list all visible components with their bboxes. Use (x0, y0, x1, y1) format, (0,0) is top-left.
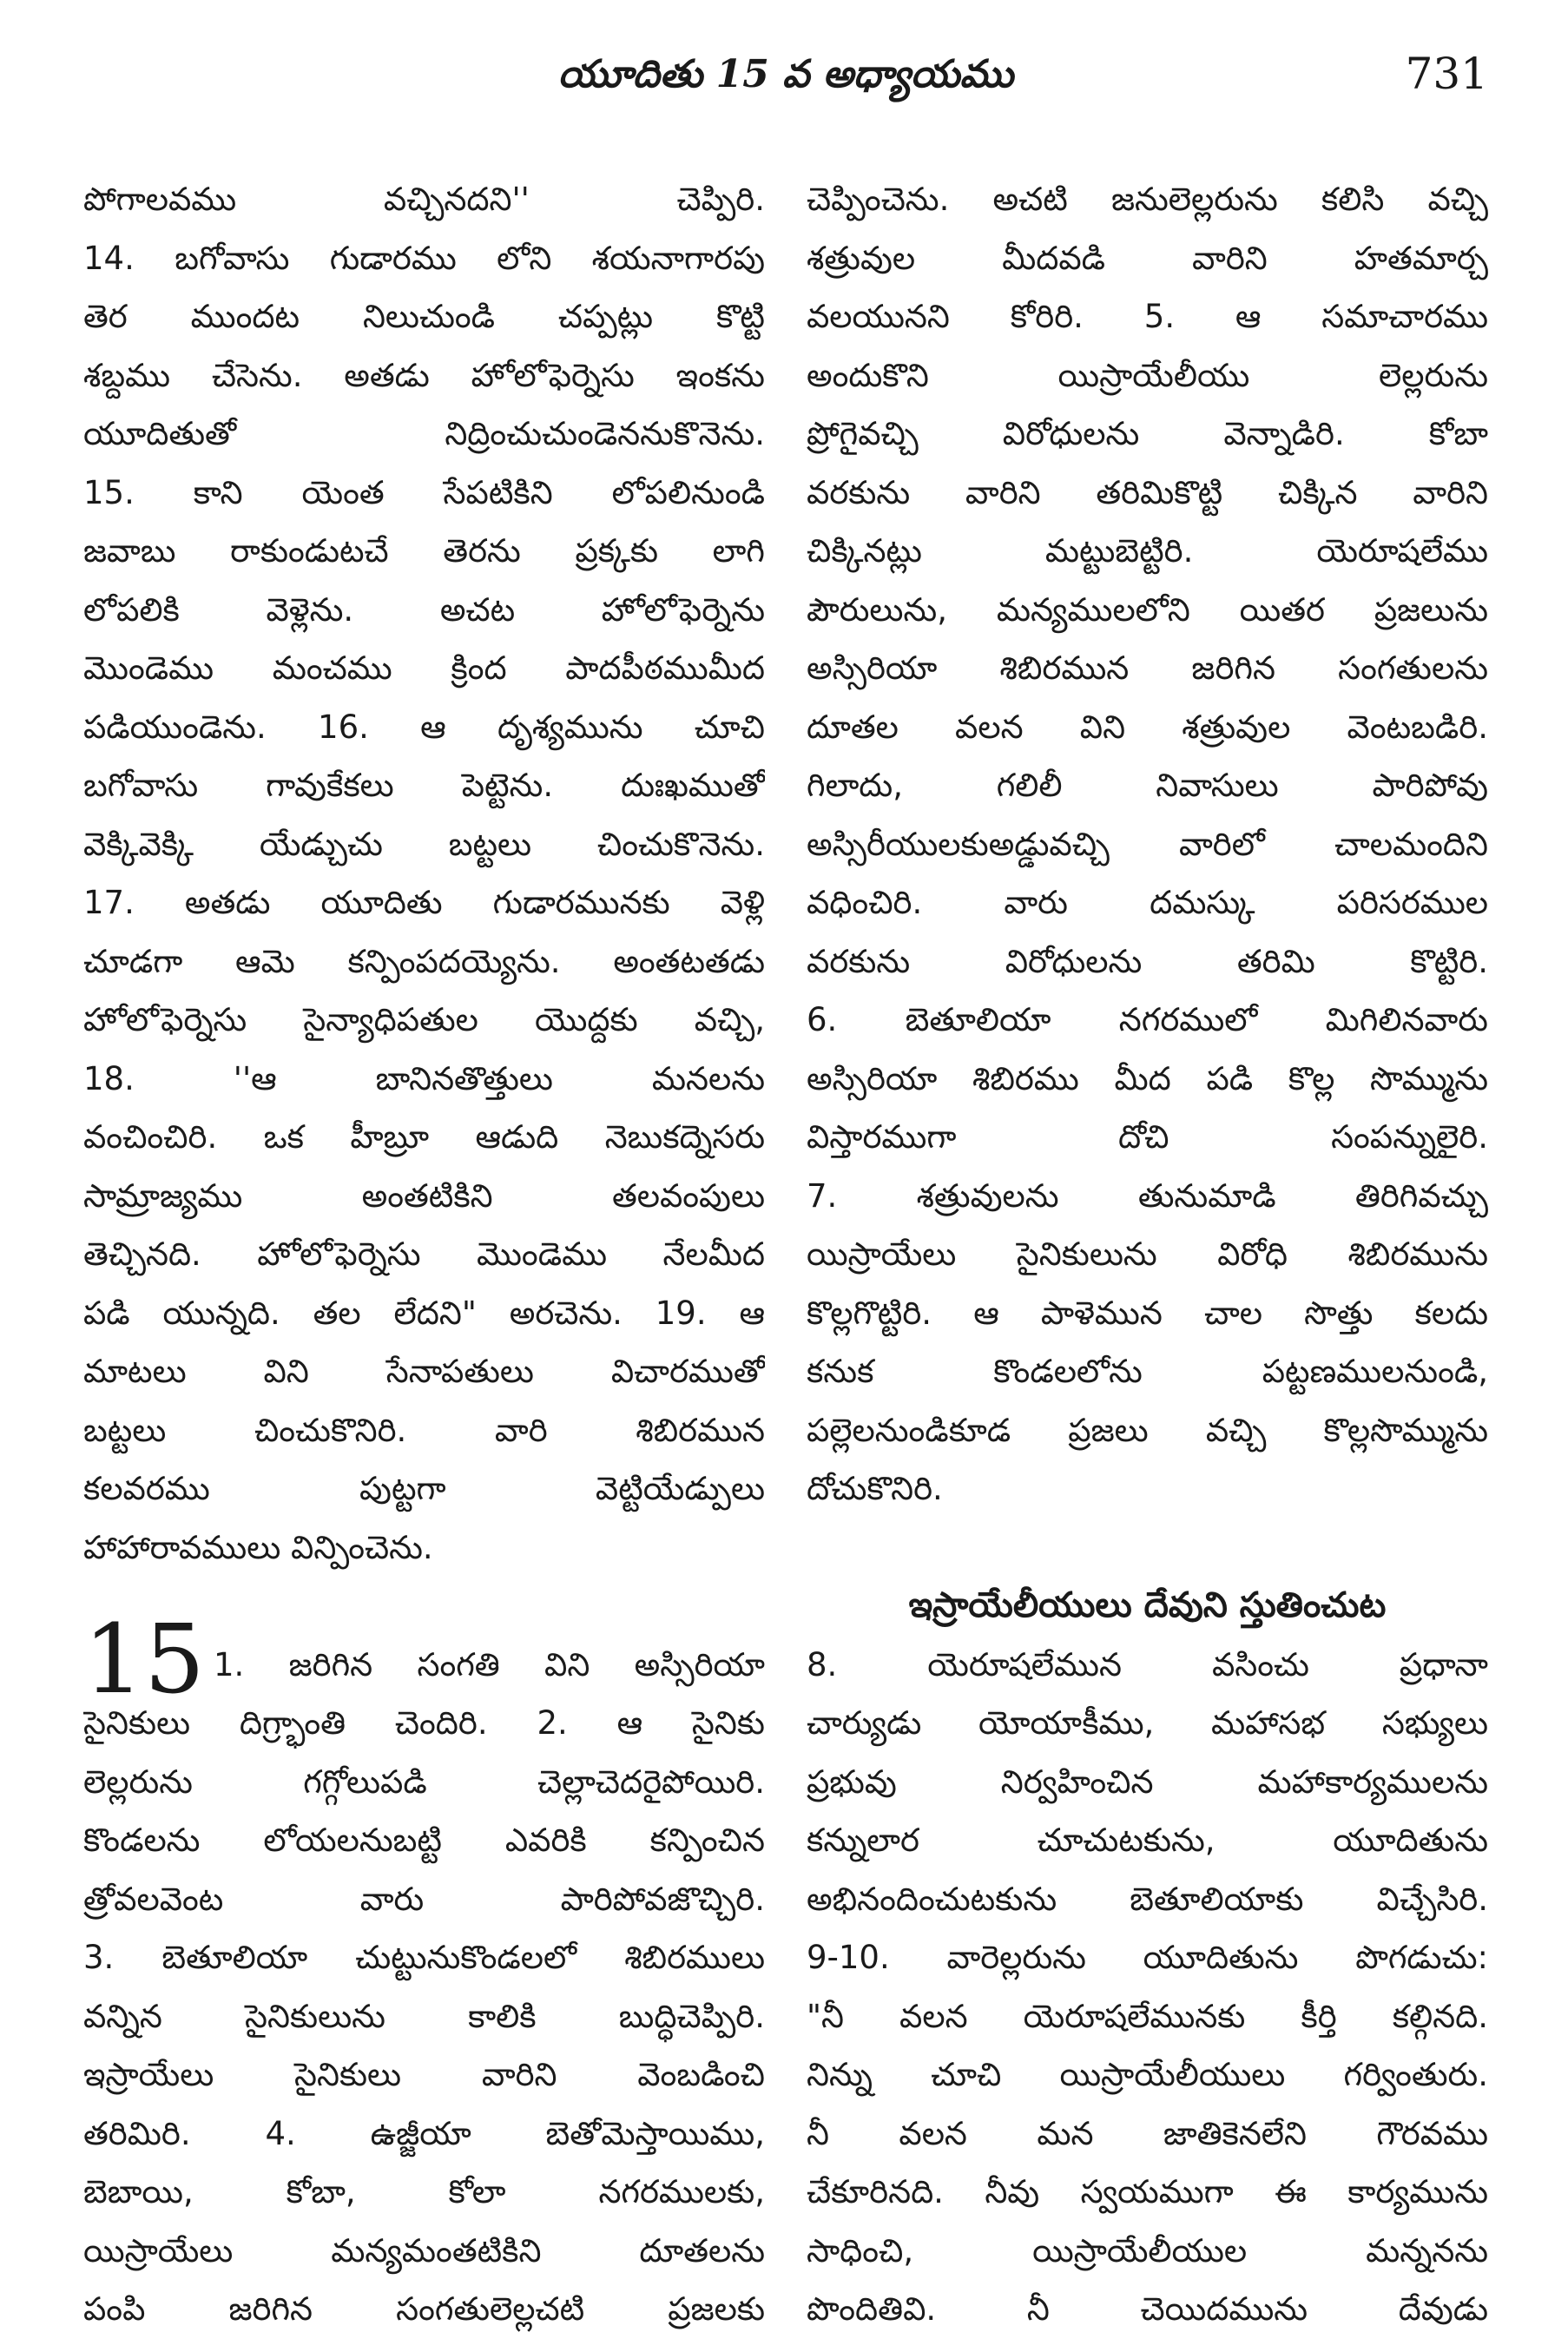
text-line: 8. యెరూషలేమున వసించు ప్రధానా (807, 1645, 1488, 1683)
text-line: సైనికులు దిగ్ర్భాంతి చెందిరి. 2. ఆ సైనికు (83, 1704, 765, 1742)
text-line: పల్లెలనుండికూడ ప్రజలు వచ్చి కొల్లసొమ్మును (807, 1411, 1488, 1449)
text-line: విస్తారముగా దోచి సంపన్నులైరి. (807, 1118, 1488, 1156)
running-title: యూదితు 15 వ అధ్యాయము (557, 52, 1014, 96)
text-line: ప్రోగైవచ్చి విరోధులను వెన్నాడిరి. కోబా (807, 415, 1488, 452)
text-line: యిస్రాయేలు సైనికులును విరోధి శిబిరమును (807, 1235, 1488, 1273)
text-line: కన్నులార చూచుటకును, యూదితును (807, 1822, 1488, 1859)
text-line: అస్సిరియా శిబిరము మీద పడి కొల్ల సొమ్మును (807, 1059, 1488, 1097)
text-line: తరిమిరి. 4. ఉజ్జీయా బెతోమెస్తాయిము, (83, 2114, 765, 2152)
text-line: చెప్పించెను. అచటి జనులెల్లరును కలిసి వచ్చి (807, 181, 1488, 218)
text-line: కొల్లగొట్టిరి. ఆ పాళెమున చాల సొత్తు కలదు (807, 1294, 1488, 1332)
chapter-start (83, 1603, 765, 1715)
text-line: హోలోఫెర్నెసు సైన్యాధిపతుల యొద్దకు వచ్చి, (83, 1001, 765, 1038)
text-line: అస్సిరీయులకుఅడ్డువచ్చి వారిలో చాలమందిని (807, 825, 1488, 863)
text-line: వలయునని కోరిరి. 5. ఆ సమాచారము (807, 298, 1488, 335)
chapter-first-line: 1. జరిగిన సంగతి విని అస్సిరియా (214, 1645, 765, 1683)
left-column-text-bottom (83, 1694, 765, 2339)
text-line: కనుక కొండలలోను పట్టణములనుండి, (807, 1353, 1488, 1390)
text-line: బగోవాసు గావుకేకలు పెట్టెను. దుఃఖముతో (83, 767, 765, 804)
text-line: వరకును విరోధులను తరిమి కొట్టిరి. (807, 942, 1488, 980)
text-line: దూతల వలన విని శత్రువుల వెంటబడిరి. (807, 708, 1488, 746)
text-line: వెక్కివెక్కి యేడ్చుచు బట్టలు చించుకొనెను. (83, 825, 765, 863)
text-line: వధించిరి. వారు దమస్కు పరిసరముల (807, 884, 1488, 921)
text-line: 9-10. వారెల్లరును యూదితును పొగడుచు: (807, 1939, 1488, 1976)
text-line: లోపలికి వెళ్లెను. అచట హోలోఫెర్నెను (83, 590, 765, 629)
text-line: చేకూరినది. నీవు స్వయముగా ఈ కార్యమును (807, 2173, 1488, 2210)
right-column-text-bottom (807, 1636, 1488, 2339)
text-line: యూదితుతో నిద్రించుచుండెననుకొనెను. (83, 415, 765, 452)
left-column-text-top (83, 170, 765, 1577)
text-line: తెర ముందట నిలుచుండి చప్పట్లు కొట్టి (83, 298, 765, 335)
text-line: సామ్రాజ్యము అంతటికిని తలవంపులు (83, 1176, 765, 1215)
page-number: 731 (1405, 49, 1488, 99)
text-line: కలవరము పుట్టగా వెట్టియేడ్పులు (83, 1470, 765, 1507)
text-line: 3. బెతూలియా చుట్టునుకొండలలో శిబిరములు (83, 1939, 765, 1976)
text-line: శత్రువుల మీదవడి వారిని హతమార్చ (807, 239, 1488, 277)
text-line: మొండెము మంచము క్రింద పాదపీఠముమీద (83, 649, 765, 687)
text-line: బట్టలు చించుకొనిరి. వారి శిబిరమున (83, 1411, 765, 1449)
text-line: జవాబు రాకుండుటచే తెరను ప్రక్కకు లాగి (83, 532, 765, 570)
section-heading: ఇస్రాయేలీయులు దేవుని స్తుతించుట (908, 1585, 1387, 1625)
text-line: అందుకొని యిస్రాయేలీయు లెల్లరును (807, 356, 1488, 394)
text-line: యిస్రాయేలు మన్యమంతటికిని దూతలను (83, 2231, 765, 2270)
right-column (807, 170, 1488, 2339)
text-line: అస్సిరియా శిబిరమున జరిగిన సంగతులను (807, 649, 1488, 687)
text-line: 7. శత్రువులను తునుమాడి తిరిగివచ్చు (807, 1176, 1488, 1215)
text-line: పడి యున్నది. తల లేదని" అరచెను. 19. ఆ (83, 1294, 765, 1332)
text-line: శబ్దము చేసెను. అతడు హోలోఫెర్నెసు ఇంకను (83, 356, 765, 394)
text-line: దోచుకొనిరి. (807, 1470, 943, 1507)
text-line: వరకును వారిని తరిమికొట్టి చిక్కిన వారిని (807, 473, 1488, 511)
chapter-number: 15 (83, 1603, 205, 1715)
text-line: నీ వలన మన జాతికెనలేని గౌరవము (807, 2114, 1488, 2152)
text-line: నిన్ను చూచి యిస్రాయేలీయులు గర్వింతురు. (807, 2056, 1488, 2093)
page-header (83, 45, 1488, 115)
text-line: పౌరులును, మన్యములలోని యితర ప్రజలును (807, 590, 1488, 629)
text-line: లెల్లరును గగ్గోలుపడి చెల్లాచెదరైపోయిరి. (83, 1762, 765, 1801)
text-line: సాధించి, యిస్రాయేలీయుల మన్ననను (807, 2231, 1488, 2270)
text-line: పంపి జరిగిన సంగతులెల్లచటి ప్రజలకు (83, 2290, 765, 2328)
text-line: "నీ వలన యెరూషలేమునకు కీర్తి కల్గినది. (807, 1997, 1488, 2035)
text-line: 17. అతడు యూదితు గుడారమునకు వెళ్లి (83, 884, 765, 921)
text-line: ఇస్రాయేలు సైనికులు వారిని వెంబడించి (83, 2056, 765, 2093)
text-line: పోగాలవము వచ్చినదని'' చెప్పిరి. (83, 181, 765, 218)
text-line: త్రోవలవెంట వారు పారిపోవజొచ్చిరి. (83, 1880, 765, 1918)
text-line: చూడగా ఆమె కన్పింపదయ్యెను. అంతటతడు (83, 942, 765, 980)
text-line: 6. బెతూలియా నగరములో మిగిలినవారు (807, 1001, 1488, 1038)
text-line: 18. ''ఆ బానినతొత్తులు మనలను (83, 1059, 765, 1097)
section-spacer (807, 1519, 1488, 1578)
text-line: 15. కాని యెంత సేపటికిని లోపలినుండి (83, 473, 765, 511)
text-line: పొందితివి. నీ చెయిదమును దేవుడు (807, 2290, 1488, 2328)
text-line: వంచించిరి. ఒక హీబ్రూ ఆడుది నెబుకద్నెసరు (83, 1118, 765, 1156)
text-line: మాటలు విని సేనాపతులు విచారముతో (83, 1353, 765, 1390)
text-line: పడియుండెను. 16. ఆ దృశ్యమును చూచి (83, 708, 765, 746)
text-line: బెబాయి, కోబా, కోలా నగరములకు, (83, 2173, 765, 2210)
text-line: కొండలను లోయలనుబట్టి ఎవరికి కన్పించిన (83, 1822, 765, 1859)
text-line: వన్నిన సైనికులును కాలికి బుద్ధిచెప్పిరి. (83, 1997, 765, 2035)
text-line: చార్యుడు యోయాకీము, మహాసభ సభ్యులు (807, 1704, 1488, 1742)
text-line: ప్రభువు నిర్వహించిన మహాకార్యములను (807, 1762, 1488, 1801)
text-line: తెచ్చినది. హోలోఫెర్నెసు మొండెము నేలమీద (83, 1235, 765, 1273)
left-column (83, 170, 765, 2339)
text-line: అభినందించుటకును బెతూలియాకు విచ్చేసిరి. (807, 1880, 1488, 1918)
text-line: హాహారావములు విన్పించెను. (83, 1528, 433, 1566)
text-line: 14. బగోవాసు గుడారము లోని శయనాగారపు (83, 239, 765, 277)
text-line: చిక్కినట్లు మట్టుబెట్టిరి. యెరూషలేము (807, 532, 1488, 570)
text-line: గిలాదు, గలిలీ నివాసులు పారిపోవు (807, 767, 1488, 804)
right-column-text-top (807, 170, 1488, 1519)
